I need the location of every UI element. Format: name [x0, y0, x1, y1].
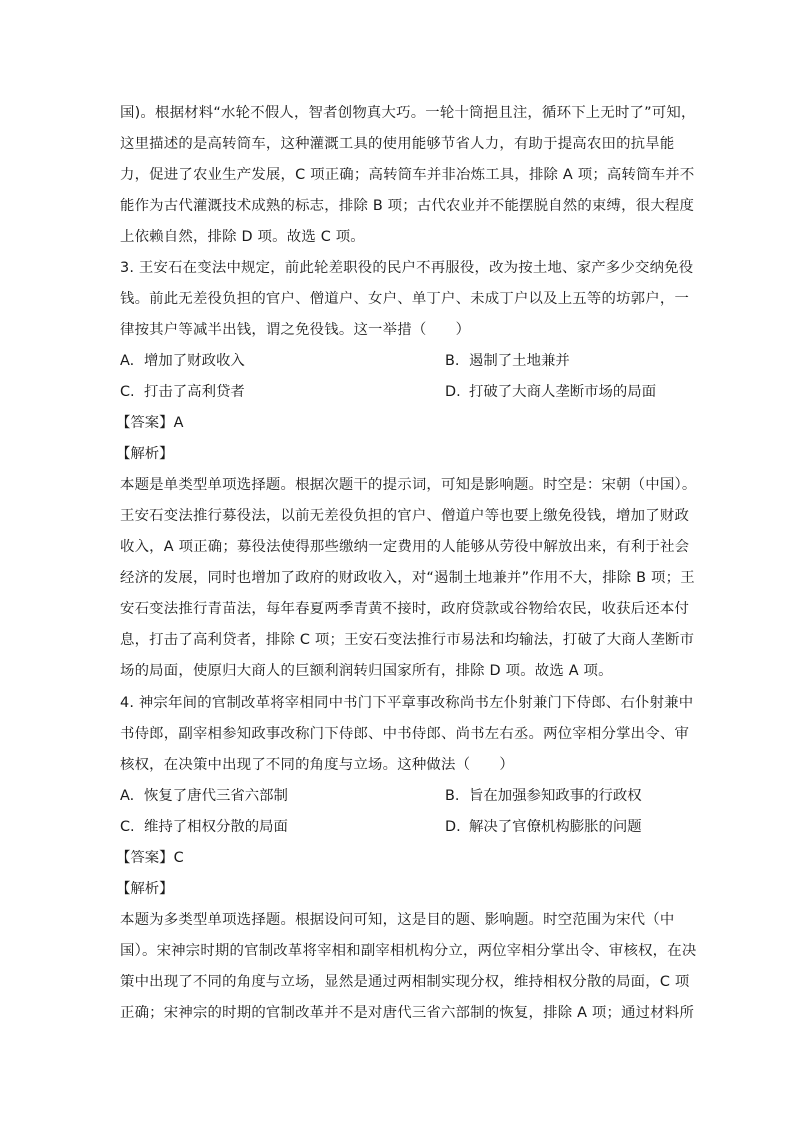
question-3-stem: 律按其户等减半出钱，谓之免役钱。这一举措（ ）: [120, 322, 471, 338]
question-3-analysis: 经济的发展，同时也增加了政府的财政收入，对“遏制土地兼并”作用不大，排除 B 项；王: [120, 570, 695, 586]
question-4-analysis: 策中出现了不同的角度与立场，显然是通过两相制实现分权，维持相权分散的局面，C 项: [120, 974, 690, 990]
question-3-analysis: 场的局面，使原归大商人的巨额利润转归国家所有，排除 D 项。故选 A 项。: [120, 663, 613, 679]
option-label: B.: [445, 788, 460, 804]
question-4-analysis-title: 【解析】: [116, 881, 174, 897]
option-text: 打击了高利贷者: [144, 384, 245, 400]
option-label: A.: [120, 788, 135, 804]
question-3-option-d: [445, 382, 656, 402]
question-4-stem: 核权，在决策中出现了不同的角度与立场。这种做法（ ）: [120, 757, 514, 773]
option-label: B.: [445, 353, 460, 369]
question-3-option-c: [120, 382, 245, 402]
question-4-stem: 4. 神宗年间的官制改革将宰相同中书门下平章事改称尚书左仆射兼门下侍郎、右仆射兼中: [120, 695, 694, 711]
option-text: 增加了财政收入: [144, 353, 245, 369]
option-text: 维持了相权分散的局面: [144, 819, 288, 835]
question-4-option-c: [120, 817, 288, 837]
question-3-analysis: 安石变法推行青苗法，每年春夏两季青黄不接时，政府贷款或谷物给农民，收获后还本付: [120, 601, 690, 617]
text-line: 力，促进了农业生产发展，C 项正确；高转筒车并非冶炼工具，排除 A 项；高转筒车并不: [120, 167, 695, 183]
option-text: 旨在加强参知政事的行政权: [469, 788, 642, 804]
option-label: A.: [120, 353, 135, 369]
question-3-stem: 3. 王安石在变法中规定，前此轮差职役的民户不再服役，改为按土地、家产多少交纳免役: [120, 260, 694, 276]
question-4-analysis: 国）。宋神宗时期的官制改革将宰相和副宰相机构分立，两位宰相分掌出令、审核权，在决: [120, 943, 697, 959]
text-line: 能作为古代灌溉技术成熟的标志，排除 B 项；古代农业并不能摆脱自然的束缚，很大程度: [120, 198, 695, 214]
option-label: C.: [120, 384, 135, 400]
question-4-analysis: 本题为多类型单项选择题。根据设问可知，这是目的题、影响题。时空范围为宋代（中: [120, 912, 675, 928]
option-label: D.: [445, 819, 461, 835]
option-label: D.: [445, 384, 461, 400]
question-4-option-b: [445, 786, 642, 806]
question-3-answer: 【答案】A: [116, 415, 184, 431]
question-3-analysis: 王安石变法推行募役法，以前无差役负担的官户、僧道户等也要上缴免役钱，增加了财政: [120, 508, 690, 524]
question-3-option-a: [120, 351, 245, 371]
option-text: 恢复了唐代三省六部制: [144, 788, 288, 804]
text-line: 这里描述的是高转筒车，这种灌溉工具的使用能够节省人力，有助于提高农田的抗旱能: [120, 136, 675, 152]
option-text: 解决了官僚机构膨胀的问题: [469, 819, 642, 835]
question-3-stem: 钱。前此无差役负担的官户、僧道户、女户、单丁户、未成丁户以及上五等的坊郭户，一: [120, 291, 690, 307]
question-4-option-d: [445, 817, 642, 837]
option-text: 打破了大商人垄断市场的局面: [469, 384, 657, 400]
question-3-option-b: [445, 351, 570, 371]
question-4-answer: 【答案】C: [116, 850, 184, 866]
option-label: C.: [120, 819, 135, 835]
question-3-analysis-title: 【解析】: [116, 446, 174, 462]
question-3-analysis: 息，打击了高利贷者，排除 C 项；王安石变法推行市易法和均输法，打破了大商人垄断市: [120, 632, 695, 648]
question-4-analysis: 正确；宋神宗的时期的官制改革并不是对唐代三省六部制的恢复，排除 A 项；通过材料所: [120, 1005, 695, 1021]
text-line: 国)。根据材料“水轮不假人，智者创物真大巧。一轮十筒挹且注，循环下上无时了”可知，: [120, 105, 696, 121]
question-3-analysis: 收入，A 项正确；募役法使得那些缴纳一定费用的人能够从劳役中解放出来，有利于社会: [120, 539, 690, 555]
question-4-option-a: [120, 786, 288, 806]
question-3-analysis: 本题是单类型单项选择题。根据次题干的提示词，可知是影响题。时空是：宋朝（中国）。: [120, 477, 697, 493]
option-text: 遏制了土地兼并: [469, 353, 570, 369]
question-4-stem: 书侍郎，副宰相参知政事改称门下侍郎、中书侍郎、尚书左右丞。两位宰相分掌出令、审: [120, 726, 690, 742]
text-line: 上依赖自然，排除 D 项。故选 C 项。: [120, 229, 365, 245]
